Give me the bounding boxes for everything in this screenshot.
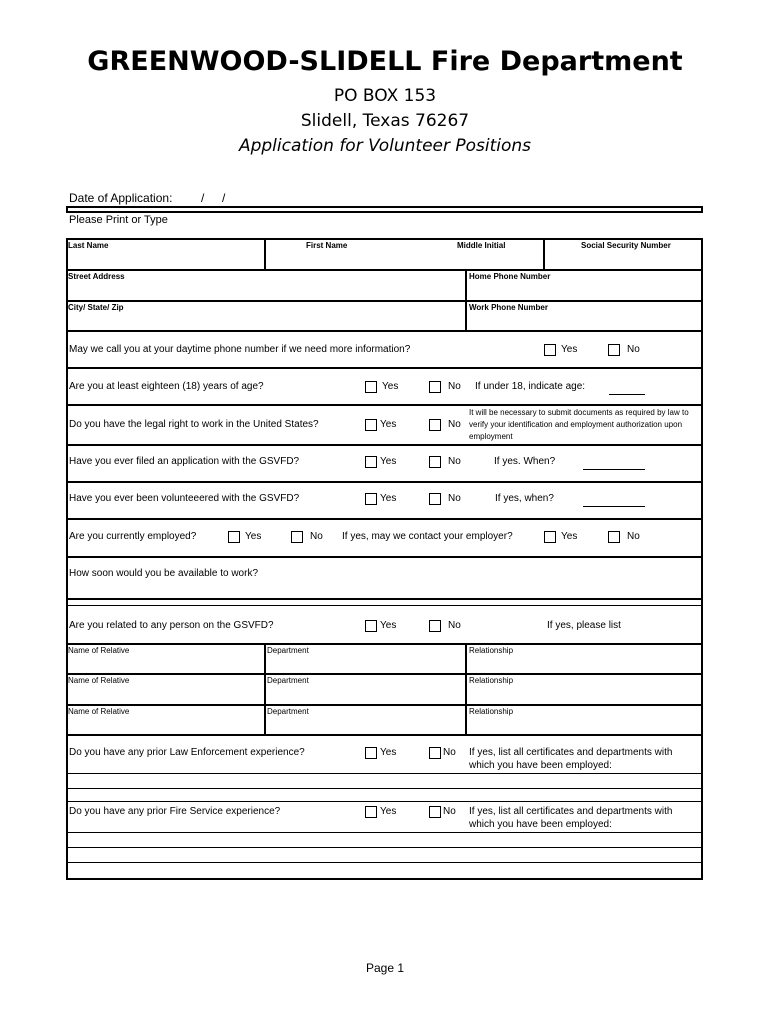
relative-name-label: Name of Relative — [68, 707, 130, 716]
law-followup-line-2: which you have been employed: — [469, 760, 612, 771]
row-line — [66, 518, 703, 520]
date-year-field[interactable] — [230, 191, 274, 207]
legal-right-question: Do you have the legal right to work in the United States? — [69, 419, 319, 430]
department-title: GREENWOOD-SLIDELL Fire Department — [87, 46, 683, 77]
home-phone-field[interactable] — [470, 283, 702, 299]
row-line — [66, 643, 703, 645]
work-phone-field[interactable] — [470, 314, 702, 330]
relative-relationship-label: Relationship — [469, 676, 514, 685]
first-name-field[interactable] — [268, 252, 422, 268]
row-line — [66, 605, 703, 606]
filed-followup-label: If yes. When? — [494, 456, 556, 467]
print-instruction: Please Print or Type — [69, 214, 168, 226]
row-line — [66, 238, 703, 240]
city-state-zip-label: City/ State/ Zip — [68, 303, 124, 312]
yes-label: Yes — [380, 747, 397, 758]
row-line — [66, 704, 703, 706]
city-state-zip-field[interactable] — [70, 314, 464, 330]
legal-right-no-checkbox[interactable] — [429, 419, 441, 431]
relative-relationship-label: Relationship — [469, 646, 514, 655]
page-number: Page 1 — [365, 961, 405, 975]
no-label: No — [443, 806, 456, 817]
no-label: No — [448, 456, 461, 467]
legal-note-line-1: It will be necessary to submit documents as required by law to — [469, 408, 689, 417]
yes-label: Yes — [561, 344, 578, 355]
relative-2-department-field[interactable] — [268, 687, 465, 702]
form-left-border — [66, 238, 68, 880]
row-line — [66, 330, 703, 332]
row-line — [66, 556, 703, 558]
daytime-call-yes-checkbox[interactable] — [544, 344, 556, 356]
relative-3-department-field[interactable] — [268, 718, 465, 733]
relative-department-label: Department — [267, 707, 309, 716]
col-line — [264, 643, 266, 736]
related-yes-checkbox[interactable] — [365, 620, 377, 632]
row-line — [66, 862, 703, 863]
relative-department-label: Department — [267, 646, 309, 655]
contact-employer-no-checkbox[interactable] — [608, 531, 620, 543]
fire-service-question: Do you have any prior Fire Service experience? — [69, 806, 281, 817]
yes-label: Yes — [380, 419, 397, 430]
relative-1-department-field[interactable] — [268, 657, 465, 672]
employed-yes-checkbox[interactable] — [228, 531, 240, 543]
fire-followup-line-2: which you have been employed: — [469, 819, 612, 830]
age-field[interactable] — [609, 380, 649, 395]
no-label: No — [443, 747, 456, 758]
no-label: No — [310, 531, 323, 542]
relative-name-label: Name of Relative — [68, 646, 130, 655]
relative-department-label: Department — [267, 676, 309, 685]
yes-label: Yes — [380, 620, 397, 631]
contact-employer-question: If yes, may we contact your employer? — [342, 531, 513, 542]
row-line — [66, 773, 703, 774]
ssn-field[interactable] — [548, 252, 702, 268]
home-phone-label: Home Phone Number — [469, 272, 551, 281]
law-enforcement-question: Do you have any prior Law Enforcement experience? — [69, 747, 305, 758]
address-line-1: PO BOX 153 — [333, 86, 437, 106]
no-label: No — [448, 620, 461, 631]
employed-question: Are you currently employed? — [69, 531, 197, 542]
filed-application-question: Have you ever filed an application with the GSVFD? — [69, 456, 300, 467]
daytime-call-question: May we call you at your daytime phone number if we need more information? — [69, 344, 411, 355]
fire-details-field-3[interactable] — [70, 864, 702, 878]
fire-yes-checkbox[interactable] — [365, 806, 377, 818]
availability-field[interactable] — [70, 583, 702, 599]
fire-no-checkbox[interactable] — [429, 806, 441, 818]
related-no-checkbox[interactable] — [429, 620, 441, 632]
fire-followup-line-1: If yes, list all certificates and departments with — [469, 806, 673, 817]
employed-no-checkbox[interactable] — [291, 531, 303, 543]
row-line — [66, 598, 703, 600]
first-name-label: First Name — [306, 241, 348, 250]
volunteered-followup-label: If yes, when? — [495, 493, 554, 504]
filed-when-field[interactable] — [583, 455, 649, 470]
legal-note-line-3: employment — [469, 432, 513, 441]
relative-name-label: Name of Relative — [68, 676, 130, 685]
law-followup-line-1: If yes, list all certificates and departments with — [469, 747, 673, 758]
form-bottom-border — [66, 878, 703, 880]
law-details-field-1[interactable] — [70, 775, 702, 789]
row-line — [66, 481, 703, 483]
age-followup-label: If under 18, indicate age: — [475, 381, 586, 392]
date-separator-2: / — [222, 191, 226, 205]
form-title: Application for Volunteer Positions — [238, 136, 532, 156]
no-label: No — [448, 493, 461, 504]
last-name-label: Last Name — [68, 241, 109, 250]
filed-yes-checkbox[interactable] — [365, 456, 377, 468]
middle-initial-label: Middle Initial — [457, 241, 506, 250]
row-line — [66, 734, 703, 736]
yes-label: Yes — [380, 493, 397, 504]
date-separator-1: / — [201, 191, 205, 205]
row-line — [66, 673, 703, 675]
divider-top — [66, 206, 703, 208]
no-label: No — [448, 419, 461, 430]
ssn-label: Social Security Number — [581, 241, 671, 250]
row-line — [66, 444, 703, 446]
relative-1-relationship-field[interactable] — [470, 657, 702, 672]
volunteered-no-checkbox[interactable] — [429, 493, 441, 505]
work-phone-label: Work Phone Number — [469, 303, 548, 312]
middle-initial-field[interactable] — [430, 252, 542, 268]
no-label: No — [627, 531, 640, 542]
related-question: Are you related to any person on the GSVFD? — [69, 620, 274, 631]
legal-note-line-2: verify your identification and employment authorization upon — [469, 420, 683, 429]
legal-right-yes-checkbox[interactable] — [365, 419, 377, 431]
row-line — [66, 404, 703, 406]
col-line — [543, 238, 545, 270]
row-line — [66, 847, 703, 848]
daytime-call-no-checkbox[interactable] — [608, 344, 620, 356]
street-address-label: Street Address — [68, 272, 125, 281]
row-line — [66, 832, 703, 833]
relative-3-name-field[interactable] — [70, 718, 264, 733]
relative-2-relationship-field[interactable] — [470, 687, 702, 702]
no-label: No — [627, 344, 640, 355]
row-line — [66, 300, 703, 302]
yes-label: Yes — [380, 456, 397, 467]
yes-label: Yes — [561, 531, 578, 542]
availability-question: How soon would you be available to work? — [69, 568, 258, 579]
col-line — [264, 238, 266, 270]
related-followup-label: If yes, please list — [547, 620, 621, 631]
col-line — [465, 643, 467, 736]
divider-left-cap — [66, 206, 68, 213]
relative-relationship-label: Relationship — [469, 707, 514, 716]
relative-3-relationship-field[interactable] — [470, 718, 702, 733]
age-no-checkbox[interactable] — [429, 381, 441, 393]
row-line — [66, 269, 703, 271]
yes-label: Yes — [245, 531, 262, 542]
last-name-field[interactable] — [70, 252, 264, 268]
date-of-application-label: Date of Application: — [69, 191, 173, 205]
yes-label: Yes — [380, 806, 397, 817]
row-line — [66, 367, 703, 369]
law-no-checkbox[interactable] — [429, 747, 441, 759]
age-question: Are you at least eighteen (18) years of age? — [69, 381, 264, 392]
age-yes-checkbox[interactable] — [365, 381, 377, 393]
contact-employer-yes-checkbox[interactable] — [544, 531, 556, 543]
volunteered-question: Have you ever been volunteeered with the GSVFD? — [69, 493, 300, 504]
filed-no-checkbox[interactable] — [429, 456, 441, 468]
law-yes-checkbox[interactable] — [365, 747, 377, 759]
divider-right-cap — [701, 206, 703, 213]
no-label: No — [448, 381, 461, 392]
relative-1-name-field[interactable] — [70, 657, 264, 672]
volunteered-yes-checkbox[interactable] — [365, 493, 377, 505]
street-address-field[interactable] — [70, 283, 464, 299]
yes-label: Yes — [382, 381, 399, 392]
address-line-2: Slidell, Texas 76267 — [300, 111, 470, 131]
law-details-field-2[interactable] — [70, 789, 702, 802]
fire-details-field-2[interactable] — [70, 849, 702, 863]
relative-2-name-field[interactable] — [70, 687, 264, 702]
divider-bottom — [66, 211, 703, 213]
fire-details-field-1[interactable] — [70, 834, 702, 848]
volunteered-when-field[interactable] — [583, 492, 649, 507]
